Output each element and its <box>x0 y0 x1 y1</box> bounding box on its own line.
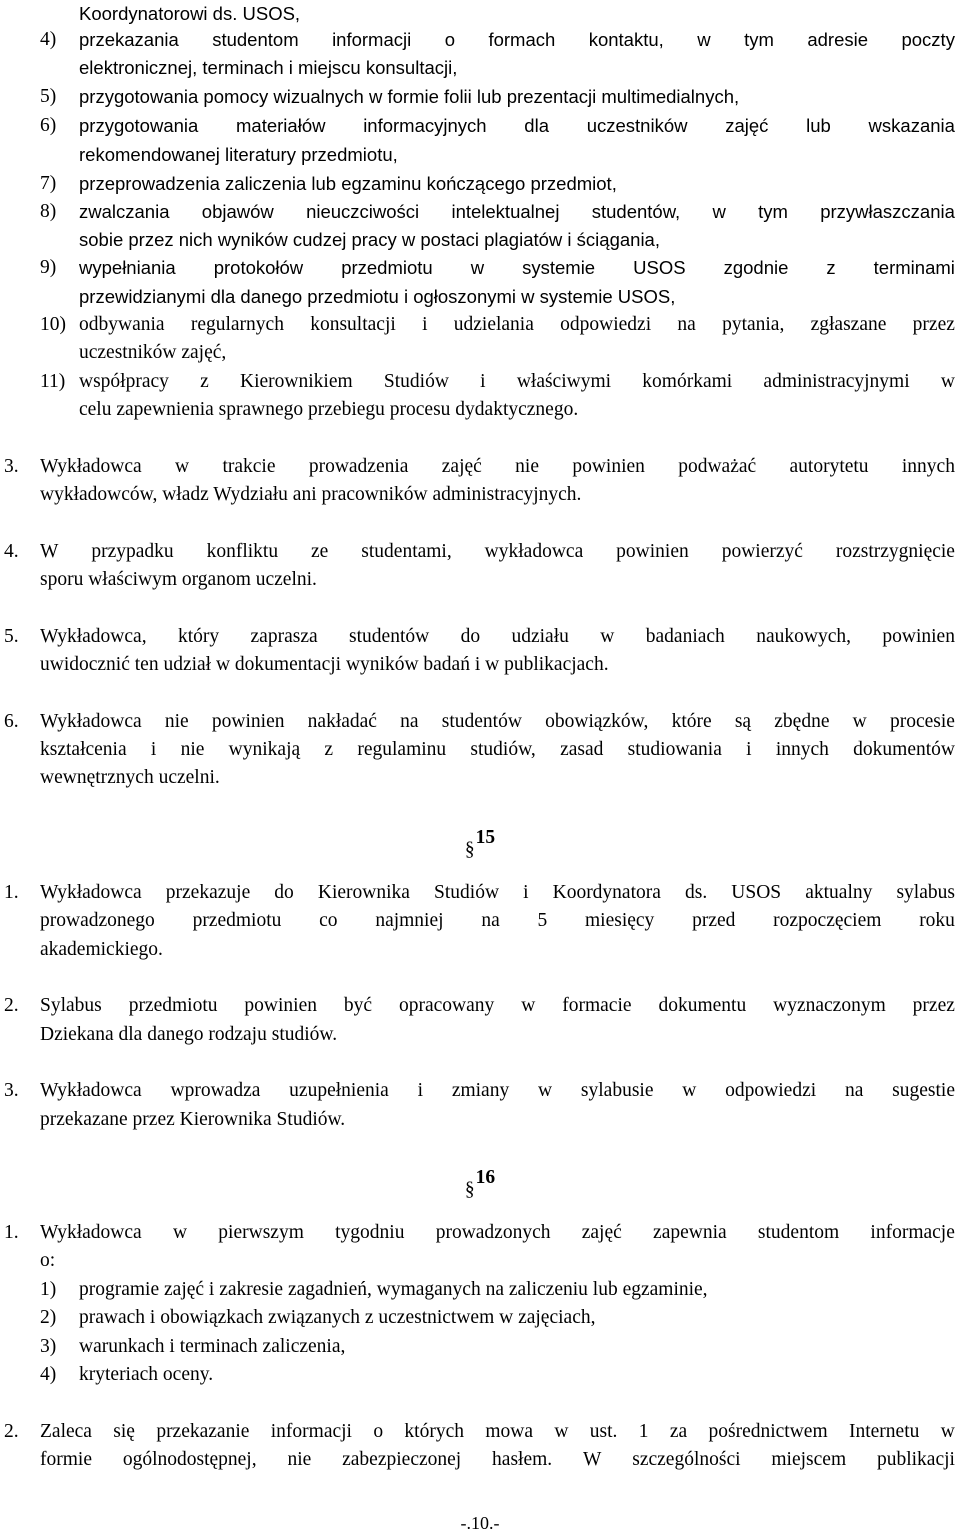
paragraph-item <box>0 454 960 480</box>
word: do <box>460 626 481 647</box>
word: powinien <box>211 711 285 732</box>
line-text: akademickiego. <box>40 939 163 960</box>
word: i <box>417 1080 424 1101</box>
paragraph-item <box>0 709 960 735</box>
word: wskazania <box>868 115 955 136</box>
word: dokumentu <box>658 995 747 1016</box>
word: zgodnie <box>723 257 789 278</box>
line-text <box>40 1078 955 1104</box>
item-number: 6) <box>40 115 57 136</box>
word: o <box>444 29 455 50</box>
item-number: 7) <box>40 173 57 194</box>
line-text <box>40 908 955 934</box>
word: w <box>697 29 711 50</box>
word: udziału <box>511 626 569 647</box>
item-number: 4) <box>40 29 57 50</box>
word: intelektualnej <box>451 201 560 222</box>
word: szczególności <box>632 1449 741 1470</box>
word: Wykładowca <box>40 456 142 477</box>
line-text <box>40 539 955 565</box>
word: zaprasza <box>250 626 318 647</box>
line-text: sporu właściwym organom uczelni. <box>40 569 317 590</box>
word: na <box>677 314 696 335</box>
word: tym <box>758 201 788 222</box>
line-text: prawach i obowiązkach związanych z uczestnictwem w zajęciach, <box>79 1307 596 1328</box>
word: USOS <box>731 882 782 903</box>
word: Internetu <box>848 1421 920 1442</box>
word: Kierownika <box>317 882 410 903</box>
word: zajęć <box>725 115 769 136</box>
word: przedmiotu <box>341 257 433 278</box>
word: których <box>404 1421 464 1442</box>
line-text <box>40 880 955 906</box>
word: formach <box>488 29 556 50</box>
word: studiów, <box>470 739 536 760</box>
text-line <box>0 1022 960 1048</box>
line-text <box>79 255 955 281</box>
item-number: 9) <box>40 257 57 278</box>
word: w <box>712 201 726 222</box>
word: studentów <box>441 711 522 732</box>
paragraph-item <box>0 880 960 906</box>
text-line <box>0 482 960 508</box>
word: nie <box>164 711 189 732</box>
word: w <box>470 257 485 278</box>
word: konfliktu <box>206 541 279 562</box>
list-item <box>0 1334 960 1360</box>
word: przywłaszczania <box>820 201 955 222</box>
word: Studiów <box>434 882 500 903</box>
word: zgłaszane <box>810 314 887 335</box>
word: studiowania <box>627 739 722 760</box>
text-line <box>0 937 960 963</box>
word: nie <box>287 1449 312 1470</box>
word: publikacji <box>876 1449 955 1470</box>
line-text <box>40 737 955 763</box>
word: sugestie <box>892 1080 955 1101</box>
word: z <box>200 371 209 392</box>
word: lub <box>806 115 831 136</box>
word: przedmiotu <box>192 910 282 931</box>
item-number: 1) <box>40 1279 57 1300</box>
line-text <box>79 199 955 225</box>
line-text: Koordynatorowi ds. USOS, <box>79 3 301 24</box>
item-number: 5) <box>40 86 57 107</box>
word: kształcenia <box>40 739 127 760</box>
page-number-text: -.10.- <box>460 1513 500 1533</box>
word: i <box>523 882 529 903</box>
item-number: 3) <box>40 1336 57 1357</box>
word: Wykładowca <box>40 1080 142 1101</box>
word: i <box>480 371 486 392</box>
word: wprowadza <box>170 1080 261 1101</box>
word: udzielania <box>453 314 534 335</box>
word: przez <box>912 314 955 335</box>
section-number: 15 <box>475 827 496 848</box>
word: Zaleca <box>40 1421 92 1442</box>
word: co <box>319 910 338 931</box>
item-number: 5. <box>4 626 19 647</box>
word: mowa <box>485 1421 533 1442</box>
word: odbywania <box>79 314 165 335</box>
item-number: 2. <box>4 995 19 1016</box>
text-line <box>0 765 960 791</box>
word: powinien <box>572 456 645 477</box>
word: ust. <box>589 1421 618 1442</box>
word: formie <box>40 1449 92 1470</box>
word: w <box>175 456 190 477</box>
word: Wykładowca, <box>40 626 147 647</box>
word: miejscem <box>771 1449 847 1470</box>
list-item <box>0 27 960 53</box>
word: ze <box>311 541 329 562</box>
word: z <box>324 739 334 760</box>
word: zwalczania <box>79 201 170 222</box>
word: w <box>554 1421 569 1442</box>
text-line <box>0 567 960 593</box>
line-text <box>40 1419 955 1445</box>
word: właściwymi <box>516 371 612 392</box>
line-text: uwidocznić ten udział w dokumentacji wyników badań i w publikacjach. <box>40 654 609 675</box>
word: badaniach <box>645 626 725 647</box>
word: wyznaczonym <box>773 995 886 1016</box>
item-number: 1. <box>4 1222 19 1243</box>
line-text <box>40 993 955 1019</box>
word: prowadzenia <box>308 456 409 477</box>
word: ogólnodostępnej, <box>122 1449 257 1470</box>
list-item <box>0 113 960 139</box>
section-symbol: § <box>464 1179 475 1200</box>
word: w <box>172 1222 188 1243</box>
line-text: przeprowadzenia zaliczenia lub egzaminu kończącego przedmiot, <box>79 173 617 194</box>
list-item <box>0 1362 960 1388</box>
word: zapewnia <box>653 1222 727 1243</box>
word: wykładowca <box>484 541 584 562</box>
word: prowadzonych <box>435 1222 551 1243</box>
word: zbędne <box>774 711 830 732</box>
word: regulaminu <box>357 739 447 760</box>
word: autorytetu <box>789 456 869 477</box>
text-line <box>0 1447 960 1473</box>
line-text <box>40 454 955 480</box>
word: informacje <box>870 1222 955 1243</box>
word: tygodniu <box>335 1222 405 1243</box>
word: W <box>40 541 59 562</box>
word: Kierownikiem <box>240 371 353 392</box>
word: podważać <box>678 456 757 477</box>
word: w <box>940 371 955 392</box>
word: zasad <box>560 739 604 760</box>
line-text: przekazane przez Kierownika Studiów. <box>40 1109 346 1130</box>
word: studentów <box>349 626 430 647</box>
text-line <box>0 652 960 678</box>
word: obowiązków, <box>545 711 649 732</box>
word: powinien <box>882 626 955 647</box>
word: pośrednictwem <box>708 1421 828 1442</box>
word: kontaktu, <box>588 29 664 50</box>
word: na <box>400 711 419 732</box>
word: być <box>343 995 373 1016</box>
line-text: uczestników zajęć, <box>79 342 227 363</box>
section-symbol: § <box>464 839 475 860</box>
word: odpowiedzi <box>560 314 652 335</box>
word: rozstrzygnięcie <box>835 541 955 562</box>
text-line <box>0 340 960 366</box>
list-item <box>0 1305 960 1331</box>
word: pierwszym <box>218 1222 304 1243</box>
list-item <box>0 255 960 281</box>
word: Studiów <box>383 371 449 392</box>
word: wypełniania <box>79 257 176 278</box>
line-text <box>79 369 955 395</box>
word: najmniej <box>375 910 444 931</box>
text-line <box>0 284 960 310</box>
text-line <box>0 227 960 253</box>
item-number: 3. <box>4 456 19 477</box>
word: przedmiotu <box>128 995 218 1016</box>
line-text: elektronicznej, terminach i miejscu konsultacji, <box>79 57 458 78</box>
word: administracyjnymi <box>763 371 910 392</box>
word: ds. <box>685 882 708 903</box>
word: informacji <box>270 1421 352 1442</box>
word: trakcie <box>222 456 276 477</box>
line-text: sobie przez nich wyników cudzej pracy w postaci plagiatów i ściągania, <box>79 229 660 250</box>
paragraph-item <box>0 1078 960 1104</box>
word: które <box>671 711 712 732</box>
item-number: 8) <box>40 201 57 222</box>
line-text: programie zajęć i zakresie zagadnień, wymaganych na zaliczeniu lub egzaminie, <box>79 1279 708 1300</box>
word: przypadku <box>91 541 174 562</box>
word: 5 <box>537 910 548 931</box>
word: formacie <box>562 995 632 1016</box>
word: sylabusie <box>580 1080 654 1101</box>
word: innych <box>775 739 829 760</box>
line-text <box>79 27 955 53</box>
word: roku <box>919 910 955 931</box>
word: się <box>113 1421 135 1442</box>
word: W <box>583 1449 602 1470</box>
word: o <box>373 1421 384 1442</box>
word: powinien <box>616 541 689 562</box>
word: nie <box>180 739 205 760</box>
word: zabezpieczonej <box>342 1449 462 1470</box>
word: prowadzonego <box>40 910 155 931</box>
word: są <box>734 711 752 732</box>
word: 1 <box>638 1421 649 1442</box>
word: uzupełnienia <box>289 1080 389 1101</box>
word: studentów, <box>591 201 681 222</box>
section-heading-16 <box>0 1165 960 1200</box>
page-number <box>0 1510 960 1536</box>
word: za <box>669 1421 688 1442</box>
word: uczestników <box>586 115 688 136</box>
word: tym <box>744 29 774 50</box>
word: hasłem. <box>492 1449 553 1470</box>
line-text: Dziekana dla danego rodzaju studiów. <box>40 1024 338 1045</box>
word: objawów <box>201 201 274 222</box>
paragraph-item <box>0 539 960 565</box>
word: przekazanie <box>156 1421 250 1442</box>
paragraph-item <box>0 624 960 650</box>
word: nie <box>515 456 539 477</box>
text-line <box>0 397 960 423</box>
paragraph-item <box>0 1220 960 1246</box>
word: Sylabus <box>40 995 102 1016</box>
text-line <box>0 908 960 934</box>
item-number: 2) <box>40 1307 57 1328</box>
word: nieuczciwości <box>306 201 420 222</box>
word: pytania, <box>722 314 785 335</box>
word: i <box>746 739 752 760</box>
word: zajęć <box>441 456 482 477</box>
line-text: przewidzianymi dla danego przedmiotu i ogłoszonymi w systemie USOS, <box>79 286 676 307</box>
item-number: 4. <box>4 541 19 562</box>
word: procesie <box>889 711 955 732</box>
line-text: wewnętrznych uczelni. <box>40 767 220 788</box>
word: informacji <box>332 29 412 50</box>
word: materiałów <box>236 115 326 136</box>
word: rozpoczęciem <box>773 910 882 931</box>
word: przez <box>912 995 955 1016</box>
line-text <box>40 709 955 735</box>
word: studentom <box>757 1222 840 1243</box>
word: który <box>177 626 220 647</box>
list-item <box>0 199 960 225</box>
word: Wykładowca <box>40 1222 142 1243</box>
word: przygotowania <box>79 115 199 136</box>
word: konsultacji <box>310 314 396 335</box>
word: sylabus <box>896 882 955 903</box>
word: systemie <box>522 257 596 278</box>
word: w <box>682 1080 697 1101</box>
word: i <box>150 739 157 760</box>
list-item <box>0 84 960 110</box>
line-text: o: <box>40 1250 56 1271</box>
paragraph-item <box>0 1419 960 1445</box>
item-number: 2. <box>4 1421 19 1442</box>
word: na <box>844 1080 864 1101</box>
list-item <box>0 312 960 338</box>
text-line <box>0 1248 960 1274</box>
word: Koordynatora <box>552 882 661 903</box>
item-number: 10) <box>40 314 66 335</box>
word: przekazania <box>79 29 179 50</box>
word: zajęć <box>581 1222 622 1243</box>
word: powinien <box>244 995 317 1016</box>
section-heading-15 <box>0 825 960 860</box>
line-text: warunkach i terminach zaliczenia, <box>79 1336 346 1357</box>
word: w <box>538 1080 553 1101</box>
item-number: 3. <box>4 1080 19 1101</box>
word: miesięcy <box>585 910 655 931</box>
line-text <box>40 1220 955 1246</box>
word: powierzyć <box>721 541 803 562</box>
word: współpracy <box>79 371 169 392</box>
item-number: 1. <box>4 882 19 903</box>
word: w <box>852 711 867 732</box>
word: dokumentów <box>853 739 955 760</box>
word: wynikają <box>228 739 301 760</box>
word: naukowych, <box>756 626 851 647</box>
word: zmiany <box>451 1080 510 1101</box>
line-text: wykładowców, władz Wydziału ani pracowników administracyjnych. <box>40 484 582 505</box>
line-text <box>40 624 955 650</box>
word: USOS <box>633 257 686 278</box>
word: w <box>521 995 536 1016</box>
word: dla <box>524 115 549 136</box>
word: przed <box>692 910 736 931</box>
word: opracowany <box>399 995 495 1016</box>
text-line <box>0 1107 960 1133</box>
word: regularnych <box>190 314 284 335</box>
word: Wykładowca <box>40 882 142 903</box>
word: studentami, <box>361 541 452 562</box>
word: w <box>600 626 615 647</box>
word: adresie <box>807 29 869 50</box>
word: terminami <box>873 257 955 278</box>
text-line <box>0 55 960 81</box>
word: na <box>481 910 500 931</box>
word: z <box>826 257 836 278</box>
word: innych <box>901 456 955 477</box>
line-text <box>40 1447 955 1473</box>
line-text: rekomendowanej literatury przedmiotu, <box>79 144 398 165</box>
text-line <box>0 1 960 27</box>
section-number: 16 <box>475 1167 496 1188</box>
item-number: 11) <box>40 371 66 392</box>
line-text: celu zapewnienia sprawnego przebiegu procesu dydaktycznego. <box>79 399 579 420</box>
word: w <box>940 1421 955 1442</box>
word: studentom <box>212 29 299 50</box>
word: nakładać <box>307 711 377 732</box>
item-number: 4) <box>40 1364 57 1385</box>
list-item <box>0 171 960 197</box>
item-number: 6. <box>4 711 19 732</box>
word: przekazuje <box>165 882 251 903</box>
paragraph-item <box>0 993 960 1019</box>
list-item <box>0 1277 960 1303</box>
text-line <box>0 737 960 763</box>
word: aktualny <box>805 882 873 903</box>
word: i <box>422 314 428 335</box>
word: poczty <box>901 29 955 50</box>
line-text: przygotowania pomocy wizualnych w formie folii lub prezentacji multimedialnych, <box>79 86 740 107</box>
word: protokołów <box>213 257 304 278</box>
line-text <box>79 312 955 338</box>
line-text: kryteriach oceny. <box>79 1364 214 1385</box>
line-text <box>79 113 955 139</box>
word: informacyjnych <box>363 115 487 136</box>
word: komórkami <box>642 371 733 392</box>
word: Wykładowca <box>40 711 142 732</box>
word: do <box>274 882 294 903</box>
list-item <box>0 369 960 395</box>
word: odpowiedzi <box>725 1080 817 1101</box>
text-line <box>0 142 960 168</box>
